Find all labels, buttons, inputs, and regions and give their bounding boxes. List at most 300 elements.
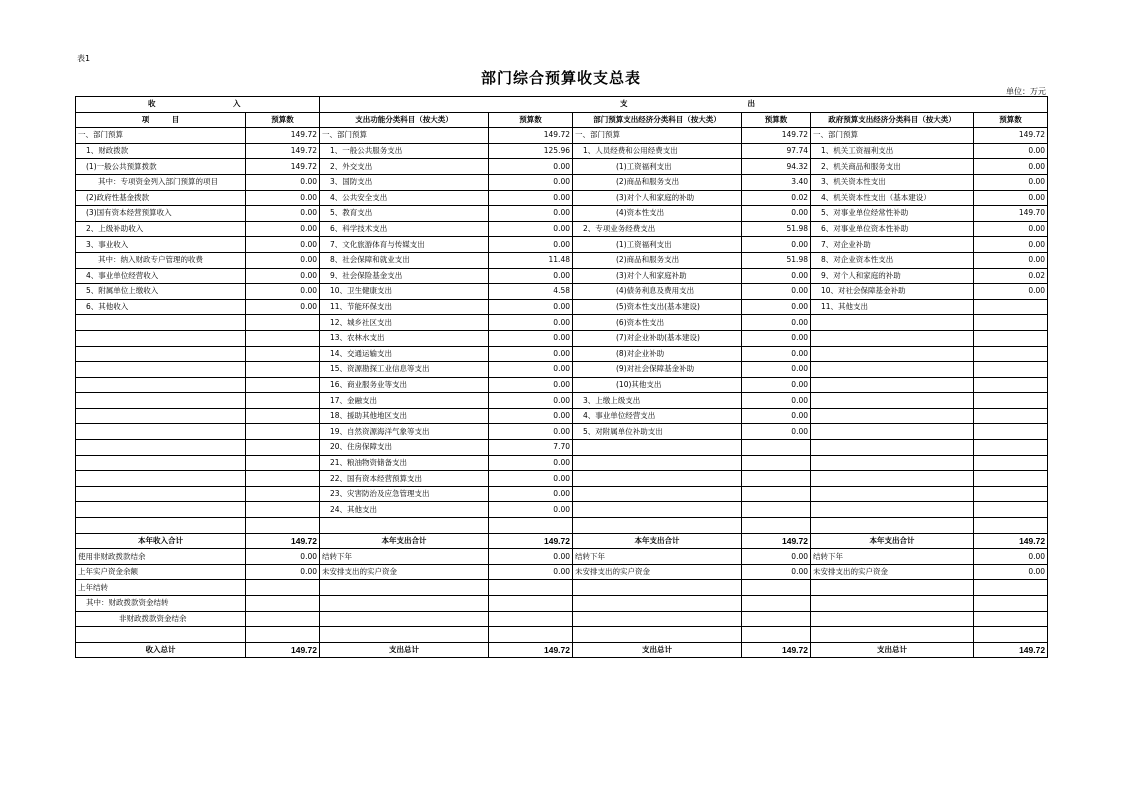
dept-econ-amount-cell: 149.72 [742, 128, 811, 144]
dept-econ-item-cell: 2、专项业务经费支出 [573, 221, 742, 237]
dept-econ-amount-cell: 0.00 [742, 393, 811, 409]
func-item-cell: 23、灾害防治及应急管理支出 [320, 486, 489, 502]
gov-econ-amount-cell [974, 502, 1048, 518]
gov-econ-item-cell [811, 627, 974, 643]
gov-econ-amount-cell: 0.00 [974, 159, 1048, 175]
income-item-cell [76, 362, 246, 378]
income-amount-cell: 149.72 [246, 128, 320, 144]
gov-econ-item-cell [811, 330, 974, 346]
income-amount-cell [246, 471, 320, 487]
gov-econ-amount-cell: 149.70 [974, 206, 1048, 222]
gov-econ-amount-cell: 0.00 [974, 221, 1048, 237]
income-amount-cell: 149.72 [246, 143, 320, 159]
gov-econ-amount-cell: 0.00 [974, 549, 1048, 565]
dept-econ-amount-cell: 149.72 [742, 533, 811, 549]
gov-econ-item-cell [811, 502, 974, 518]
func-amount-cell: 0.00 [489, 159, 573, 175]
func-item-cell [320, 627, 489, 643]
table-row [76, 518, 1048, 534]
dept-econ-item-cell [573, 486, 742, 502]
income-amount-cell [246, 455, 320, 471]
func-amount-cell [489, 596, 573, 612]
gov-econ-item-cell [811, 440, 974, 456]
gov-econ-item-cell [811, 315, 974, 331]
table-row [76, 221, 1048, 237]
dept-econ-amount-cell: 0.00 [742, 299, 811, 315]
dept-econ-amount-cell [742, 455, 811, 471]
func-amount-cell: 0.00 [489, 174, 573, 190]
income-amount-cell [246, 330, 320, 346]
func-item-cell: 14、交通运输支出 [320, 346, 489, 362]
dept-econ-amount-cell: 94.32 [742, 159, 811, 175]
func-item-cell: 22、国有资本经营预算支出 [320, 471, 489, 487]
income-item-cell: 3、事业收入 [76, 237, 246, 253]
table-row [76, 346, 1048, 362]
gov-econ-item-cell [811, 611, 974, 627]
func-item-cell: 4、公共安全支出 [320, 190, 489, 206]
dept-econ-amount-cell [742, 518, 811, 534]
income-item-cell [76, 486, 246, 502]
income-item-cell: 2、上级补助收入 [76, 221, 246, 237]
dept-econ-item-cell: 本年支出合计 [573, 533, 742, 549]
func-amount-cell: 149.72 [489, 533, 573, 549]
gov-econ-item-cell: 5、对事业单位经常性补助 [811, 206, 974, 222]
dept-econ-amount-cell [742, 580, 811, 596]
gov-econ-amount-cell [974, 346, 1048, 362]
gov-econ-amount-cell: 0.00 [974, 284, 1048, 300]
dept-econ-amount-cell: 0.00 [742, 362, 811, 378]
item-column-header: 项 目 [76, 112, 246, 128]
income-item-cell [76, 627, 246, 643]
func-amount-cell: 0.00 [489, 330, 573, 346]
income-amount-cell: 0.00 [246, 284, 320, 300]
func-item-cell: 1、一般公共服务支出 [320, 143, 489, 159]
income-amount-cell [246, 518, 320, 534]
dept-econ-amount-cell: 149.72 [742, 642, 811, 658]
dept-econ-amount-cell [742, 502, 811, 518]
income-item-cell: (2)政府性基金拨款 [76, 190, 246, 206]
func-amount-cell: 0.00 [489, 393, 573, 409]
income-item-cell: 上年结转 [76, 580, 246, 596]
income-item-cell: 其中：纳入财政专户管理的收费 [76, 252, 246, 268]
func-amount-cell: 0.00 [489, 206, 573, 222]
func-amount-cell [489, 627, 573, 643]
gov-econ-item-cell [811, 377, 974, 393]
gov-econ-item-cell [811, 455, 974, 471]
gov-econ-item-cell: 10、对社会保障基金补助 [811, 284, 974, 300]
gov-econ-item-cell: 8、对企业资本性支出 [811, 252, 974, 268]
gov-econ-amount-cell [974, 518, 1048, 534]
gov-econ-amount-cell [974, 455, 1048, 471]
dept-econ-item-cell [573, 627, 742, 643]
dept-econ-item-cell: (5)资本性支出(基本建设) [573, 299, 742, 315]
gov-econ-amount-cell [974, 440, 1048, 456]
income-amount-cell: 0.00 [246, 221, 320, 237]
func-item-cell: 3、国防支出 [320, 174, 489, 190]
func-item-cell: 11、节能环保支出 [320, 299, 489, 315]
income-item-cell [76, 440, 246, 456]
table-row [76, 486, 1048, 502]
income-amount-cell: 0.00 [246, 190, 320, 206]
dept-econ-amount-cell: 0.00 [742, 424, 811, 440]
income-amount-cell: 0.00 [246, 299, 320, 315]
func-amount-cell: 7.70 [489, 440, 573, 456]
dept-econ-item-cell [573, 518, 742, 534]
gov-econ-item-cell: 9、对个人和家庭的补助 [811, 268, 974, 284]
func-amount-cell: 4.58 [489, 284, 573, 300]
income-amount-cell [246, 580, 320, 596]
income-amount-cell [246, 596, 320, 612]
gov-econ-amount-cell [974, 377, 1048, 393]
table-row [76, 377, 1048, 393]
dept-econ-item-cell: 1、人员经费和公用经费支出 [573, 143, 742, 159]
func-amount-cell: 0.00 [489, 455, 573, 471]
income-item-cell [76, 518, 246, 534]
func-item-cell: 未安排支出的实户资金 [320, 564, 489, 580]
gov-econ-item-cell: 7、对企业补助 [811, 237, 974, 253]
dept-econ-item-cell: (1)工资福利支出 [573, 237, 742, 253]
dept-econ-amount-cell: 0.02 [742, 190, 811, 206]
dept-econ-item-cell: (2)商品和服务支出 [573, 252, 742, 268]
income-amount-cell: 0.00 [246, 252, 320, 268]
income-item-cell: (1)一般公共预算拨款 [76, 159, 246, 175]
gov-econ-amount-cell [974, 627, 1048, 643]
func-amount-cell: 0.00 [489, 408, 573, 424]
table-row [76, 174, 1048, 190]
table-row [76, 471, 1048, 487]
func-amount-cell [489, 611, 573, 627]
dept-econ-amount-cell: 0.00 [742, 315, 811, 331]
func-item-cell: 8、社会保障和就业支出 [320, 252, 489, 268]
table-row [76, 206, 1048, 222]
income-amount-cell [246, 393, 320, 409]
table-row [76, 596, 1048, 612]
dept-econ-amount-cell: 0.00 [742, 268, 811, 284]
header-row-columns [76, 112, 1048, 128]
gov-econ-item-cell: 4、机关资本性支出（基本建设） [811, 190, 974, 206]
func-item-cell: 2、外交支出 [320, 159, 489, 175]
dept-econ-item-cell: (10)其他支出 [573, 377, 742, 393]
income-item-cell: 本年收入合计 [76, 533, 246, 549]
income-item-cell [76, 455, 246, 471]
func-item-cell: 5、教育支出 [320, 206, 489, 222]
expense-group-header: 支 出 [320, 97, 1048, 113]
gov-econ-column-header: 政府预算支出经济分类科目（按大类） [811, 112, 974, 128]
func-item-cell [320, 611, 489, 627]
dept-econ-amount-cell: 0.00 [742, 237, 811, 253]
gov-econ-item-cell: 支出总计 [811, 642, 974, 658]
gov-econ-item-cell [811, 346, 974, 362]
dept-econ-item-cell: (2)商品和服务支出 [573, 174, 742, 190]
func-item-cell: 21、粮油物资储备支出 [320, 455, 489, 471]
income-item-cell [76, 471, 246, 487]
func-amount-cell: 11.48 [489, 252, 573, 268]
dept-econ-item-cell [573, 455, 742, 471]
func-amount-cell [489, 518, 573, 534]
income-item-cell: (3)国有资本经营预算收入 [76, 206, 246, 222]
table-row [76, 642, 1048, 658]
func-item-cell: 20、住房保障支出 [320, 440, 489, 456]
dept-econ-amount-cell: 0.00 [742, 549, 811, 565]
dept-econ-amount-cell: 3.40 [742, 174, 811, 190]
dept-econ-amount-cell: 0.00 [742, 330, 811, 346]
func-amount-cell: 0.00 [489, 190, 573, 206]
func-item-cell: 24、其他支出 [320, 502, 489, 518]
income-amount-cell [246, 424, 320, 440]
table-row [76, 533, 1048, 549]
func-amount-cell: 0.00 [489, 299, 573, 315]
dept-econ-item-cell: (4)资本性支出 [573, 206, 742, 222]
income-item-cell: 1、财政拨款 [76, 143, 246, 159]
func-item-cell: 17、金融支出 [320, 393, 489, 409]
income-item-cell [76, 393, 246, 409]
gov-econ-amount-cell [974, 424, 1048, 440]
func-amount-cell: 125.96 [489, 143, 573, 159]
table-row [76, 362, 1048, 378]
dept-econ-amount-cell [742, 471, 811, 487]
func-amount-cell: 0.00 [489, 424, 573, 440]
income-amount-cell [246, 362, 320, 378]
table-row [76, 330, 1048, 346]
dept-econ-item-cell [573, 596, 742, 612]
gov-econ-item-cell [811, 596, 974, 612]
dept-econ-item-cell: 结转下年 [573, 549, 742, 565]
income-amount-cell [246, 408, 320, 424]
gov-econ-amount-cell: 0.00 [974, 252, 1048, 268]
unit-label: 单位：万元 [1006, 87, 1046, 96]
gov-econ-item-cell [811, 518, 974, 534]
income-amount-cell [246, 377, 320, 393]
table-row [76, 455, 1048, 471]
table-row [76, 564, 1048, 580]
func-amount-cell: 0.00 [489, 237, 573, 253]
table-row [76, 128, 1048, 144]
func-item-cell: 6、科学技术支出 [320, 221, 489, 237]
func-amount-cell: 0.00 [489, 486, 573, 502]
dept-econ-amount-cell [742, 611, 811, 627]
gov-econ-amount-cell: 149.72 [974, 128, 1048, 144]
func-amount-cell: 0.00 [489, 549, 573, 565]
func-item-cell: 结转下年 [320, 549, 489, 565]
budget-column-header: 预算数 [489, 112, 573, 128]
dept-econ-item-cell: (8)对企业补助 [573, 346, 742, 362]
dept-econ-item-cell: (3)对个人和家庭的补助 [573, 190, 742, 206]
income-amount-cell: 149.72 [246, 159, 320, 175]
func-item-cell: 支出总计 [320, 642, 489, 658]
func-amount-cell: 0.00 [489, 564, 573, 580]
func-item-cell: 16、商业服务业等支出 [320, 377, 489, 393]
gov-econ-item-cell: 11、其他支出 [811, 299, 974, 315]
gov-econ-amount-cell [974, 408, 1048, 424]
page-title: 部门综合预算收支总表 [480, 69, 641, 87]
dept-econ-amount-cell [742, 440, 811, 456]
table-row [76, 549, 1048, 565]
func-amount-cell: 0.00 [489, 471, 573, 487]
func-amount-cell: 0.00 [489, 502, 573, 518]
dept-econ-item-cell [573, 440, 742, 456]
table-row [76, 252, 1048, 268]
gov-econ-item-cell [811, 362, 974, 378]
gov-econ-item-cell: 2、机关商品和服务支出 [811, 159, 974, 175]
income-item-cell: 5、附属单位上缴收入 [76, 284, 246, 300]
func-item-cell [320, 518, 489, 534]
dept-econ-item-cell: 未安排支出的实户资金 [573, 564, 742, 580]
func-class-column-header: 支出功能分类科目（按大类） [320, 112, 489, 128]
dept-econ-item-cell: 支出总计 [573, 642, 742, 658]
gov-econ-amount-cell [974, 393, 1048, 409]
gov-econ-item-cell [811, 408, 974, 424]
dept-econ-amount-cell [742, 627, 811, 643]
gov-econ-item-cell: 本年支出合计 [811, 533, 974, 549]
dept-econ-amount-cell: 51.98 [742, 221, 811, 237]
dept-econ-item-cell [573, 502, 742, 518]
func-amount-cell [489, 580, 573, 596]
gov-econ-amount-cell [974, 486, 1048, 502]
gov-econ-amount-cell [974, 299, 1048, 315]
income-amount-cell: 0.00 [246, 206, 320, 222]
table-row [76, 408, 1048, 424]
gov-econ-item-cell: 一、部门预算 [811, 128, 974, 144]
func-item-cell: 10、卫生健康支出 [320, 284, 489, 300]
income-amount-cell: 0.00 [246, 237, 320, 253]
table-row [76, 611, 1048, 627]
gov-econ-item-cell [811, 471, 974, 487]
income-item-cell: 收入总计 [76, 642, 246, 658]
func-item-cell: 本年支出合计 [320, 533, 489, 549]
income-item-cell: 其中：财政拨款资金结转 [76, 596, 246, 612]
dept-econ-item-cell: (9)对社会保障基金补助 [573, 362, 742, 378]
dept-econ-amount-cell [742, 596, 811, 612]
func-amount-cell: 0.00 [489, 362, 573, 378]
table-row [76, 393, 1048, 409]
income-item-cell [76, 502, 246, 518]
dept-econ-amount-cell: 0.00 [742, 346, 811, 362]
gov-econ-item-cell [811, 580, 974, 596]
income-item-cell [76, 330, 246, 346]
gov-econ-amount-cell: 0.00 [974, 174, 1048, 190]
gov-econ-item-cell: 结转下年 [811, 549, 974, 565]
gov-econ-amount-cell [974, 362, 1048, 378]
dept-econ-item-cell: 4、事业单位经营支出 [573, 408, 742, 424]
func-amount-cell: 0.00 [489, 346, 573, 362]
income-amount-cell [246, 346, 320, 362]
func-item-cell: 一、部门预算 [320, 128, 489, 144]
gov-econ-item-cell [811, 424, 974, 440]
income-group-header: 收 入 [76, 97, 320, 113]
table-row [76, 627, 1048, 643]
income-item-cell: 非财政拨款资金结余 [76, 611, 246, 627]
func-item-cell: 12、城乡社区支出 [320, 315, 489, 331]
func-amount-cell: 0.00 [489, 268, 573, 284]
header-row-group [76, 97, 1048, 113]
income-item-cell [76, 377, 246, 393]
gov-econ-amount-cell: 0.02 [974, 268, 1048, 284]
income-amount-cell [246, 611, 320, 627]
table-row [76, 502, 1048, 518]
gov-econ-item-cell: 未安排支出的实户资金 [811, 564, 974, 580]
table-row [76, 424, 1048, 440]
gov-econ-amount-cell: 0.00 [974, 190, 1048, 206]
budget-column-header: 预算数 [742, 112, 811, 128]
budget-column-header: 预算数 [974, 112, 1048, 128]
income-item-cell [76, 346, 246, 362]
func-item-cell: 18、援助其他地区支出 [320, 408, 489, 424]
func-item-cell [320, 580, 489, 596]
gov-econ-amount-cell: 149.72 [974, 642, 1048, 658]
income-amount-cell: 149.72 [246, 533, 320, 549]
table-row [76, 268, 1048, 284]
dept-econ-amount-cell: 0.00 [742, 284, 811, 300]
gov-econ-amount-cell [974, 611, 1048, 627]
dept-econ-item-cell [573, 580, 742, 596]
func-item-cell [320, 596, 489, 612]
income-amount-cell: 0.00 [246, 549, 320, 565]
income-item-cell: 使用非财政拨款结余 [76, 549, 246, 565]
gov-econ-amount-cell: 0.00 [974, 143, 1048, 159]
dept-econ-item-cell: 5、对附属单位补助支出 [573, 424, 742, 440]
income-amount-cell [246, 440, 320, 456]
gov-econ-amount-cell [974, 596, 1048, 612]
dept-econ-amount-cell: 51.98 [742, 252, 811, 268]
budget-column-header: 预算数 [246, 112, 320, 128]
dept-econ-amount-cell: 0.00 [742, 206, 811, 222]
func-item-cell: 7、文化旅游体育与传媒支出 [320, 237, 489, 253]
func-amount-cell: 0.00 [489, 221, 573, 237]
dept-econ-column-header: 部门预算支出经济分类科目（按大类） [573, 112, 742, 128]
income-amount-cell [246, 502, 320, 518]
dept-econ-amount-cell: 97.74 [742, 143, 811, 159]
dept-econ-item-cell: (6)资本性支出 [573, 315, 742, 331]
gov-econ-amount-cell: 0.00 [974, 564, 1048, 580]
income-amount-cell: 0.00 [246, 174, 320, 190]
table-row [76, 143, 1048, 159]
dept-econ-item-cell [573, 471, 742, 487]
income-item-cell [76, 408, 246, 424]
table-row [76, 190, 1048, 206]
func-item-cell: 19、自然资源海洋气象等支出 [320, 424, 489, 440]
gov-econ-amount-cell [974, 330, 1048, 346]
income-item-cell: 一、部门预算 [76, 128, 246, 144]
income-amount-cell [246, 315, 320, 331]
func-amount-cell: 0.00 [489, 377, 573, 393]
gov-econ-amount-cell [974, 580, 1048, 596]
func-amount-cell: 0.00 [489, 315, 573, 331]
gov-econ-amount-cell: 0.00 [974, 237, 1048, 253]
gov-econ-item-cell [811, 393, 974, 409]
func-amount-cell: 149.72 [489, 642, 573, 658]
dept-econ-item-cell: (7)对企业补助(基本建设) [573, 330, 742, 346]
income-item-cell: 6、其他收入 [76, 299, 246, 315]
func-item-cell: 15、资源勘探工业信息等支出 [320, 362, 489, 378]
table-row [76, 237, 1048, 253]
dept-econ-amount-cell: 0.00 [742, 564, 811, 580]
income-item-cell [76, 424, 246, 440]
dept-econ-item-cell [573, 611, 742, 627]
table-row [76, 159, 1048, 175]
income-item-cell: 4、事业单位经营收入 [76, 268, 246, 284]
gov-econ-item-cell: 6、对事业单位资本性补助 [811, 221, 974, 237]
income-item-cell [76, 315, 246, 331]
func-item-cell: 9、社会保险基金支出 [320, 268, 489, 284]
income-amount-cell: 149.72 [246, 642, 320, 658]
func-item-cell: 13、农林水支出 [320, 330, 489, 346]
table-row [76, 440, 1048, 456]
income-amount-cell [246, 486, 320, 502]
income-item-cell: 其中：专项资金列入部门预算的项目 [76, 174, 246, 190]
func-amount-cell: 149.72 [489, 128, 573, 144]
table-row [76, 299, 1048, 315]
table-row [76, 580, 1048, 596]
